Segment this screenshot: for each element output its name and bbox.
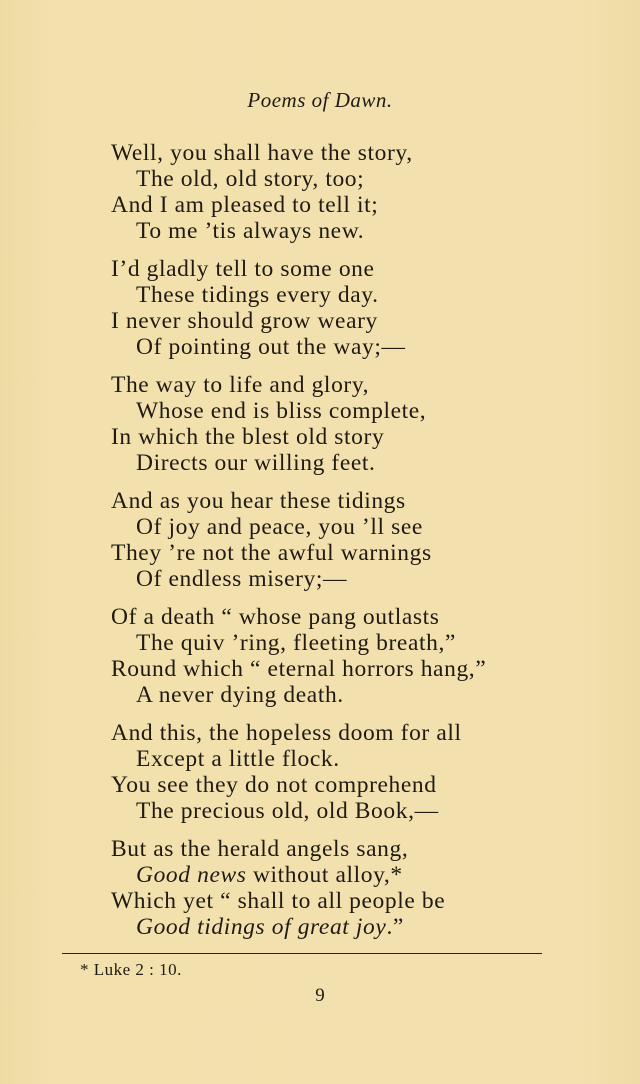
stanza xyxy=(111,372,531,476)
stanza xyxy=(111,140,531,244)
verse-line: Of joy and peace, you ’ll see xyxy=(136,514,423,540)
verse-line: Which yet “ shall to all people be xyxy=(111,888,446,914)
stanza xyxy=(111,720,531,824)
verse-line: The precious old, old Book,— xyxy=(136,798,439,824)
verse-line: I’d gladly tell to some one xyxy=(111,256,375,282)
verse-line xyxy=(111,914,531,940)
verse-line: Of pointing out the way;— xyxy=(136,334,406,360)
verse-text: without alloy,* xyxy=(246,862,403,888)
verse-line: They ’re not the awful warnings xyxy=(111,540,432,566)
footnote: * Luke 2 : 10. xyxy=(80,960,182,979)
page-number: 9 xyxy=(315,985,325,1006)
italic-phrase: Good tidings of great joy xyxy=(136,914,387,940)
verse-text: .” xyxy=(386,914,404,940)
verse-line: Round which “ eternal horrors hang,” xyxy=(111,656,487,682)
verse-line: These tidings every day. xyxy=(136,282,379,308)
verse-line: The way to life and glory, xyxy=(111,372,370,398)
footnote-rule xyxy=(62,953,542,954)
verse-line: Except a little flock. xyxy=(136,746,340,772)
stanza xyxy=(111,256,531,360)
verse-line: In which the blest old story xyxy=(111,424,385,450)
verse-line: I never should grow weary xyxy=(111,308,378,334)
stanza xyxy=(111,604,531,708)
poem xyxy=(111,140,531,952)
verse-line: And I am pleased to tell it; xyxy=(111,192,379,218)
stanza xyxy=(111,836,531,940)
verse-line: The quiv ’ring, fleeting breath,” xyxy=(136,630,456,656)
verse-line: Directs our willing feet. xyxy=(136,450,376,476)
verse-line: Whose end is bliss complete, xyxy=(136,398,427,424)
verse-line: Of endless misery;— xyxy=(136,566,348,592)
italic-phrase: Good news xyxy=(136,862,247,888)
verse-line: To me ’tis always new. xyxy=(136,218,365,244)
verse-line: And this, the hopeless doom for all xyxy=(111,720,462,746)
verse-line: And as you hear these tidings xyxy=(111,488,406,514)
verse-line: You see they do not comprehend xyxy=(111,772,437,798)
verse-line: But as the herald angels sang, xyxy=(111,836,409,862)
verse-line xyxy=(111,862,531,888)
running-head: Poems of Dawn. xyxy=(247,88,393,112)
stanza xyxy=(111,488,531,592)
verse-line: Of a death “ whose pang outlasts xyxy=(111,604,440,630)
verse-line: The old, old story, too; xyxy=(136,166,365,192)
verse-line: Well, you shall have the story, xyxy=(111,140,413,166)
verse-line: A never dying death. xyxy=(136,682,344,708)
